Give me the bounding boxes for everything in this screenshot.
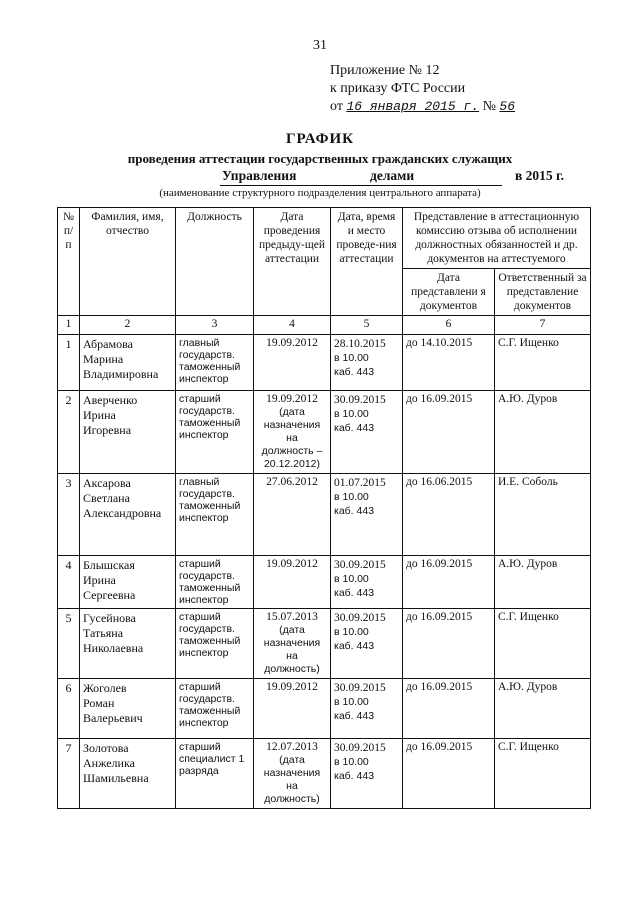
attestation-room: каб. 443	[334, 366, 375, 378]
attestation-schedule-table	[57, 207, 591, 809]
attestation-date: 30.09.2015	[334, 742, 386, 754]
order-date-prefix: от	[330, 99, 343, 114]
attestation-date: 28.10.2015	[334, 338, 386, 350]
position-cell	[176, 474, 254, 556]
responsible-person-cell: С.Г. Ищенко	[495, 335, 591, 391]
table-row	[58, 474, 591, 556]
column-number: 3	[176, 316, 254, 335]
position-line: инспектор	[179, 512, 229, 524]
submission-date-cell: до 16.09.2015	[403, 679, 495, 739]
position-line: старший	[179, 558, 221, 570]
position-line: таможенный	[179, 500, 241, 512]
employee-name-line: Валерьевич	[83, 711, 143, 725]
employee-name-line: Жоголев	[83, 681, 127, 695]
row-number-cell: 7	[58, 739, 80, 809]
document-subtitle: проведения аттестации государственных гражданских служащих	[127, 151, 513, 166]
position-cell	[176, 335, 254, 391]
employee-name-line: Аксарова	[83, 476, 131, 490]
employee-name-line: Сергеевна	[83, 588, 136, 602]
column-number: 5	[331, 316, 403, 335]
position-line: разряда	[179, 765, 219, 777]
attestation-date-cell	[331, 474, 403, 556]
position-line: государств.	[179, 570, 235, 582]
header-responsible: Ответственный за представление документов	[495, 269, 591, 316]
table-row	[58, 609, 591, 679]
position-line: инспектор	[179, 594, 229, 606]
previous-attestation-line: 19.09.2012	[266, 393, 318, 405]
employee-name-line: Владимировна	[83, 367, 159, 381]
employee-name-line: Золотова	[83, 741, 129, 755]
position-line: инспектор	[179, 647, 229, 659]
table-row	[58, 556, 591, 609]
position-line: государств.	[179, 488, 235, 500]
previous-attestation-line: назначения на	[263, 637, 321, 662]
employee-name-line: Марина	[83, 352, 124, 366]
responsible-person-cell: С.Г. Ищенко	[495, 739, 591, 809]
attestation-date-cell	[331, 739, 403, 809]
attestation-time: в 10.00	[334, 573, 369, 585]
responsible-person-cell: А.Ю. Дуров	[495, 391, 591, 474]
position-cell	[176, 679, 254, 739]
employee-name-line: Абрамова	[83, 337, 133, 351]
column-number: 4	[254, 316, 331, 335]
employee-name-line: Светлана	[83, 491, 130, 505]
employee-name-line: Николаевна	[83, 641, 144, 655]
position-line: инспектор	[179, 717, 229, 729]
appendix-line-3	[330, 98, 515, 116]
position-line: государств.	[179, 405, 235, 417]
header-representation: Представление в аттестационную комиссию отзыва об исполнении должностных обязанностей и др. документов на аттестуемого	[403, 208, 591, 269]
responsible-person-cell: А.Ю. Дуров	[495, 679, 591, 739]
attestation-date: 30.09.2015	[334, 559, 386, 571]
attestation-time: в 10.00	[334, 696, 369, 708]
row-number-cell: 6	[58, 679, 80, 739]
table-row	[58, 335, 591, 391]
employee-name-line: Анжелика	[83, 756, 135, 770]
attestation-date-cell	[331, 335, 403, 391]
position-line: главный	[179, 337, 220, 349]
department-caption: (наименование структурного подразделения центрального аппарата)	[159, 187, 481, 199]
submission-date-cell: до 16.09.2015	[403, 556, 495, 609]
position-line: старший	[179, 393, 221, 405]
employee-name-cell	[80, 739, 176, 809]
table-row	[58, 679, 591, 739]
previous-attestation-line: назначения на	[263, 767, 321, 792]
employee-name-cell	[80, 391, 176, 474]
attestation-date-cell	[331, 679, 403, 739]
attestation-time: в 10.00	[334, 352, 369, 364]
position-line: старший	[179, 741, 221, 753]
header-date-place: Дата, время и место проведе-ния аттестации	[331, 208, 403, 316]
employee-name-line: Александровна	[83, 506, 162, 520]
position-cell	[176, 556, 254, 609]
previous-attestation-line: должность)	[264, 663, 320, 675]
employee-name-cell	[80, 609, 176, 679]
position-line: старший	[179, 681, 221, 693]
department-part-1: Управления	[222, 168, 297, 183]
attestation-room: каб. 443	[334, 710, 375, 722]
position-line: инспектор	[179, 429, 229, 441]
responsible-person-cell: И.Е. Соболь	[495, 474, 591, 556]
employee-name-line: Игоревна	[83, 423, 132, 437]
employee-name-line: Ирина	[83, 408, 116, 422]
attestation-room: каб. 443	[334, 587, 375, 599]
column-number: 1	[58, 316, 80, 335]
previous-attestation-line: 12.07.2013	[266, 741, 318, 753]
schedule-year: в 2015 г.	[515, 168, 565, 183]
attestation-date: 30.09.2015	[334, 682, 386, 694]
previous-attestation-line: 15.07.2013	[266, 611, 318, 623]
position-line: государств.	[179, 693, 235, 705]
position-cell	[176, 739, 254, 809]
department-part-2: делами	[370, 168, 415, 183]
column-number: 2	[80, 316, 176, 335]
employee-name-cell	[80, 335, 176, 391]
attestation-date: 30.09.2015	[334, 612, 386, 624]
column-number: 7	[495, 316, 591, 335]
header-name: Фамилия, имя, отчество	[80, 208, 176, 316]
previous-attestation-cell	[254, 335, 331, 391]
employee-name-cell	[80, 679, 176, 739]
attestation-time: в 10.00	[334, 491, 369, 503]
position-line: таможенный	[179, 361, 241, 373]
position-line: старший	[179, 611, 221, 623]
order-number-label: №	[482, 99, 496, 114]
table-row	[58, 739, 591, 809]
submission-date-cell: до 16.06.2015	[403, 474, 495, 556]
order-date: 16 января 2015 г.	[346, 99, 480, 114]
previous-attestation-cell	[254, 474, 331, 556]
employee-name-line: Аверченко	[83, 393, 138, 407]
submission-date-cell: до 16.09.2015	[403, 609, 495, 679]
attestation-date-cell	[331, 609, 403, 679]
position-line: таможенный	[179, 705, 241, 717]
employee-name-line: Гусейнова	[83, 611, 136, 625]
previous-attestation-cell	[254, 609, 331, 679]
previous-attestation-line: (дата	[279, 754, 305, 766]
previous-attestation-line: должность)	[264, 793, 320, 805]
previous-attestation-cell	[254, 556, 331, 609]
employee-name-cell	[80, 556, 176, 609]
position-line: главный	[179, 476, 220, 488]
attestation-date-cell	[331, 391, 403, 474]
page-number: 31	[313, 38, 327, 53]
header-position: Должность	[176, 208, 254, 316]
previous-attestation-cell	[254, 679, 331, 739]
attestation-room: каб. 443	[334, 770, 375, 782]
position-cell	[176, 391, 254, 474]
row-number-cell: 4	[58, 556, 80, 609]
previous-attestation-line: назначения на	[263, 419, 321, 444]
previous-attestation-cell	[254, 391, 331, 474]
department-field	[220, 168, 502, 186]
previous-attestation-line: 27.06.2012	[266, 476, 318, 488]
employee-name-line: Шамильевна	[83, 771, 149, 785]
position-line: специалист 1	[179, 753, 245, 765]
attestation-date: 01.07.2015	[334, 477, 386, 489]
previous-attestation-line: (дата	[279, 624, 305, 636]
attestation-time: в 10.00	[334, 626, 369, 638]
responsible-person-cell: С.Г. Ищенко	[495, 609, 591, 679]
attestation-room: каб. 443	[334, 505, 375, 517]
header-prev-date: Дата проведения предыду-щей аттестации	[254, 208, 331, 316]
submission-date-cell: до 14.10.2015	[403, 335, 495, 391]
table-row	[58, 391, 591, 474]
row-number-cell: 1	[58, 335, 80, 391]
position-line: таможенный	[179, 582, 241, 594]
position-cell	[176, 609, 254, 679]
employee-name-cell	[80, 474, 176, 556]
position-line: инспектор	[179, 373, 229, 385]
attestation-room: каб. 443	[334, 422, 375, 434]
order-number: 56	[499, 99, 516, 114]
position-line: таможенный	[179, 417, 241, 429]
attestation-room: каб. 443	[334, 640, 375, 652]
employee-name-line: Ирина	[83, 573, 116, 587]
column-numbers-row	[58, 316, 591, 335]
previous-attestation-line: 20.12.2012)	[263, 458, 321, 470]
submission-date-cell: до 16.09.2015	[403, 739, 495, 809]
appendix-line-1: Приложение № 12	[330, 63, 440, 78]
previous-attestation-line: 19.09.2012	[266, 558, 318, 570]
employee-name-line: Татьяна	[83, 626, 124, 640]
header-submission-date: Дата представлени я документов	[403, 269, 495, 316]
previous-attestation-line: (дата	[279, 406, 305, 418]
attestation-time: в 10.00	[334, 408, 369, 420]
previous-attestation-line: 19.09.2012	[266, 681, 318, 693]
row-number-cell: 5	[58, 609, 80, 679]
header-no: № п/п	[58, 208, 80, 316]
previous-attestation-line: 19.09.2012	[266, 337, 318, 349]
position-line: таможенный	[179, 635, 241, 647]
document-title: ГРАФИК	[285, 131, 355, 147]
row-number-cell: 2	[58, 391, 80, 474]
responsible-person-cell: А.Ю. Дуров	[495, 556, 591, 609]
appendix-line-2: к приказу ФТС России	[330, 81, 466, 96]
attestation-date: 30.09.2015	[334, 394, 386, 406]
row-number-cell: 3	[58, 474, 80, 556]
column-number: 6	[403, 316, 495, 335]
position-line: государств.	[179, 623, 235, 635]
previous-attestation-cell	[254, 739, 331, 809]
position-line: государств.	[179, 349, 235, 361]
employee-name-line: Роман	[83, 696, 115, 710]
employee-name-line: Блышская	[83, 558, 135, 572]
attestation-date-cell	[331, 556, 403, 609]
submission-date-cell: до 16.09.2015	[403, 391, 495, 474]
attestation-time: в 10.00	[334, 756, 369, 768]
previous-attestation-line: должность –	[261, 445, 323, 457]
